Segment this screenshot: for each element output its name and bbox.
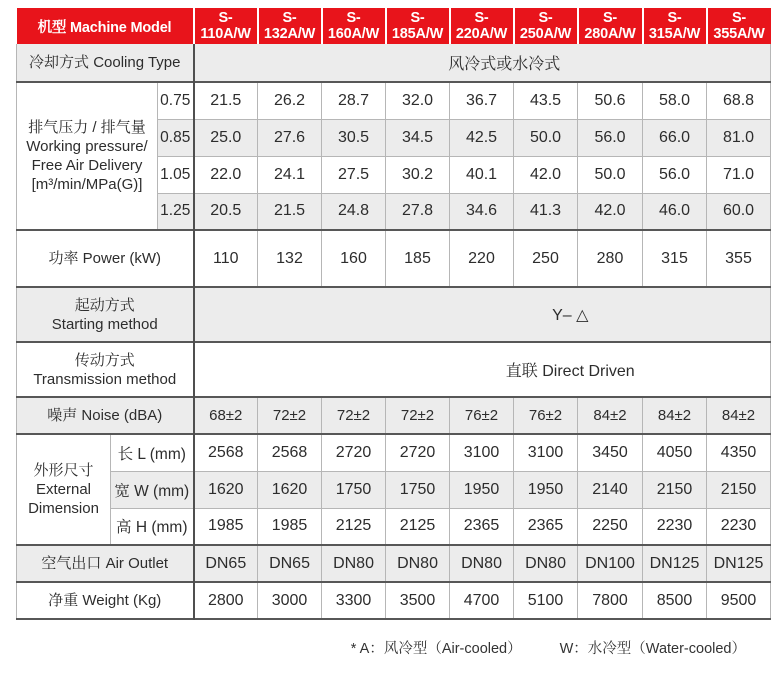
value-cell: 250	[514, 230, 578, 287]
value-cell: 2230	[643, 508, 707, 545]
value-cell: 72±2	[322, 397, 386, 434]
pressure-group-label	[17, 82, 158, 230]
value-cell: 27.6	[258, 119, 322, 156]
value-cell: 84±2	[707, 397, 771, 434]
value-cell: 27.5	[322, 156, 386, 193]
spec-table	[16, 8, 771, 620]
cooling-label: 冷却方式 Cooling Type	[17, 44, 194, 82]
value-cell: 50.0	[514, 119, 578, 156]
model-header-cell: S-355A/W	[707, 8, 771, 44]
value-cell: 22.0	[194, 156, 258, 193]
air-outlet-row	[17, 545, 771, 582]
noise-label: 噪声 Noise (dBA)	[17, 397, 194, 434]
value-cell: 42.5	[450, 119, 514, 156]
transmission-label-line: Transmission method	[33, 370, 177, 388]
model-header-cell: S-132A/W	[258, 8, 322, 44]
value-cell: DN65	[258, 545, 322, 582]
value-cell: 20.5	[194, 193, 258, 230]
value-cell: 110	[194, 230, 258, 287]
model-header-cell: S-220A/W	[450, 8, 514, 44]
value-cell: 3100	[450, 434, 514, 471]
pressure-label-line: [m³/min/MPa(G)]	[31, 176, 143, 193]
value-cell: 2800	[194, 582, 258, 619]
starting-method-row	[17, 287, 771, 342]
value-cell: 5100	[514, 582, 578, 619]
dimension-row-length	[17, 434, 771, 471]
value-cell: 21.5	[194, 82, 258, 119]
pressure-sub-label: 1.25	[158, 193, 194, 230]
transmission-row	[17, 342, 771, 397]
pressure-sub-label: 1.05	[158, 156, 194, 193]
value-cell: 71.0	[707, 156, 771, 193]
model-header-cell: S-185A/W	[386, 8, 450, 44]
value-cell: 68.8	[707, 82, 771, 119]
value-cell: 280	[578, 230, 643, 287]
value-cell: 84±2	[578, 397, 643, 434]
value-cell: 2568	[194, 434, 258, 471]
value-cell: 220	[450, 230, 514, 287]
value-cell: 40.1	[450, 156, 514, 193]
value-cell: 2230	[707, 508, 771, 545]
power-label: 功率 Power (kW)	[17, 230, 194, 287]
value-cell: 1750	[322, 471, 386, 508]
value-cell: DN80	[514, 545, 578, 582]
dimension-row-height	[17, 508, 771, 545]
footnote-air-cooled: * A：风冷型（Air-cooled）	[350, 641, 522, 657]
value-cell: 3450	[578, 434, 643, 471]
value-cell: 27.8	[386, 193, 450, 230]
starting-label	[17, 287, 194, 342]
dimension-sub-label: 宽 W (mm)	[111, 471, 194, 508]
dimension-label-line: Dimension	[28, 500, 99, 517]
dimension-label-line: 外形尺寸	[33, 462, 94, 479]
value-cell: DN125	[707, 545, 771, 582]
value-cell: 68±2	[194, 397, 258, 434]
starting-label-line: 起动方式	[74, 296, 135, 314]
noise-row	[17, 397, 771, 434]
value-cell: 36.7	[450, 82, 514, 119]
model-header-cell: S-160A/W	[322, 8, 386, 44]
value-cell: 42.0	[514, 156, 578, 193]
weight-label: 净重 Weight (Kg)	[17, 582, 194, 619]
footnote-water-cooled: W：水冷型（Water-cooled）	[559, 641, 746, 657]
value-cell: 2365	[450, 508, 514, 545]
value-cell: 56.0	[643, 156, 707, 193]
value-cell: 50.6	[578, 82, 643, 119]
value-cell: 2125	[386, 508, 450, 545]
value-cell: 46.0	[643, 193, 707, 230]
value-cell: 1620	[258, 471, 322, 508]
value-cell: 25.0	[194, 119, 258, 156]
pressure-label-line: Free Air Delivery	[31, 157, 143, 174]
value-cell: 2150	[643, 471, 707, 508]
value-cell: 2720	[386, 434, 450, 471]
value-cell: 1950	[514, 471, 578, 508]
value-cell: 50.0	[578, 156, 643, 193]
value-cell: 4350	[707, 434, 771, 471]
value-cell: DN125	[643, 545, 707, 582]
value-cell: 2250	[578, 508, 643, 545]
table-header-row	[17, 8, 771, 44]
dimension-sub-label: 长 L (mm)	[111, 434, 194, 471]
pressure-row-0.75	[17, 82, 771, 119]
value-cell: 81.0	[707, 119, 771, 156]
value-cell: DN80	[450, 545, 514, 582]
model-header-cell: S-315A/W	[643, 8, 707, 44]
value-cell: 3300	[322, 582, 386, 619]
value-cell: 24.8	[322, 193, 386, 230]
dimension-label-line: External	[35, 481, 92, 498]
power-row	[17, 230, 771, 287]
pressure-label-line: 排气压力 / 排气量	[28, 119, 146, 136]
value-cell: 3500	[386, 582, 450, 619]
header-label: 机型 Machine Model	[17, 8, 194, 44]
value-cell: 9500	[707, 582, 771, 619]
value-cell: 4700	[450, 582, 514, 619]
transmission-label	[17, 342, 194, 397]
cooling-value: 风冷式或水冷式	[194, 44, 771, 82]
value-cell: 160	[322, 230, 386, 287]
value-cell: 72±2	[386, 397, 450, 434]
model-header-cell: S-250A/W	[514, 8, 578, 44]
dimension-sub-label: 高 H (mm)	[111, 508, 194, 545]
value-cell: 72±2	[258, 397, 322, 434]
model-header-cell: S-280A/W	[578, 8, 643, 44]
value-cell: 24.1	[258, 156, 322, 193]
pressure-sub-label: 0.75	[158, 82, 194, 119]
pressure-sub-label: 0.85	[158, 119, 194, 156]
transmission-label-line: 传动方式	[74, 351, 135, 369]
value-cell: 66.0	[643, 119, 707, 156]
value-cell: 34.6	[450, 193, 514, 230]
value-cell: 21.5	[258, 193, 322, 230]
pressure-label-line: Working pressure/	[26, 138, 148, 155]
value-cell: 60.0	[707, 193, 771, 230]
footnote	[16, 637, 772, 658]
dimension-row-width	[17, 471, 771, 508]
value-cell: 7800	[578, 582, 643, 619]
value-cell: 28.7	[322, 82, 386, 119]
value-cell: 1985	[258, 508, 322, 545]
value-cell: 3000	[258, 582, 322, 619]
starting-value: Y– △	[194, 287, 771, 342]
value-cell: 1750	[386, 471, 450, 508]
value-cell: 8500	[643, 582, 707, 619]
value-cell: 56.0	[578, 119, 643, 156]
value-cell: 2140	[578, 471, 643, 508]
value-cell: 76±2	[514, 397, 578, 434]
value-cell: 1620	[194, 471, 258, 508]
model-header-cell: S-110A/W	[194, 8, 258, 44]
value-cell: 2150	[707, 471, 771, 508]
value-cell: 43.5	[514, 82, 578, 119]
transmission-value: 直联 Direct Driven	[194, 342, 771, 397]
value-cell: DN80	[386, 545, 450, 582]
value-cell: 30.5	[322, 119, 386, 156]
value-cell: 1985	[194, 508, 258, 545]
value-cell: 76±2	[450, 397, 514, 434]
value-cell: 42.0	[578, 193, 643, 230]
dimension-group-label	[17, 434, 111, 545]
value-cell: DN80	[322, 545, 386, 582]
air-outlet-label: 空气出口 Air Outlet	[17, 545, 194, 582]
weight-row	[17, 582, 771, 619]
value-cell: 2568	[258, 434, 322, 471]
value-cell: 355	[707, 230, 771, 287]
starting-label-line: Starting method	[51, 315, 158, 333]
value-cell: 84±2	[643, 397, 707, 434]
cooling-row	[17, 44, 771, 82]
value-cell: 30.2	[386, 156, 450, 193]
value-cell: 4050	[643, 434, 707, 471]
value-cell: 34.5	[386, 119, 450, 156]
value-cell: 2125	[322, 508, 386, 545]
value-cell: 2720	[322, 434, 386, 471]
value-cell: DN65	[194, 545, 258, 582]
value-cell: 1950	[450, 471, 514, 508]
value-cell: 32.0	[386, 82, 450, 119]
value-cell: 2365	[514, 508, 578, 545]
value-cell: 3100	[514, 434, 578, 471]
value-cell: 315	[643, 230, 707, 287]
value-cell: 58.0	[643, 82, 707, 119]
value-cell: 185	[386, 230, 450, 287]
value-cell: 132	[258, 230, 322, 287]
value-cell: 26.2	[258, 82, 322, 119]
value-cell: 41.3	[514, 193, 578, 230]
value-cell: DN100	[578, 545, 643, 582]
